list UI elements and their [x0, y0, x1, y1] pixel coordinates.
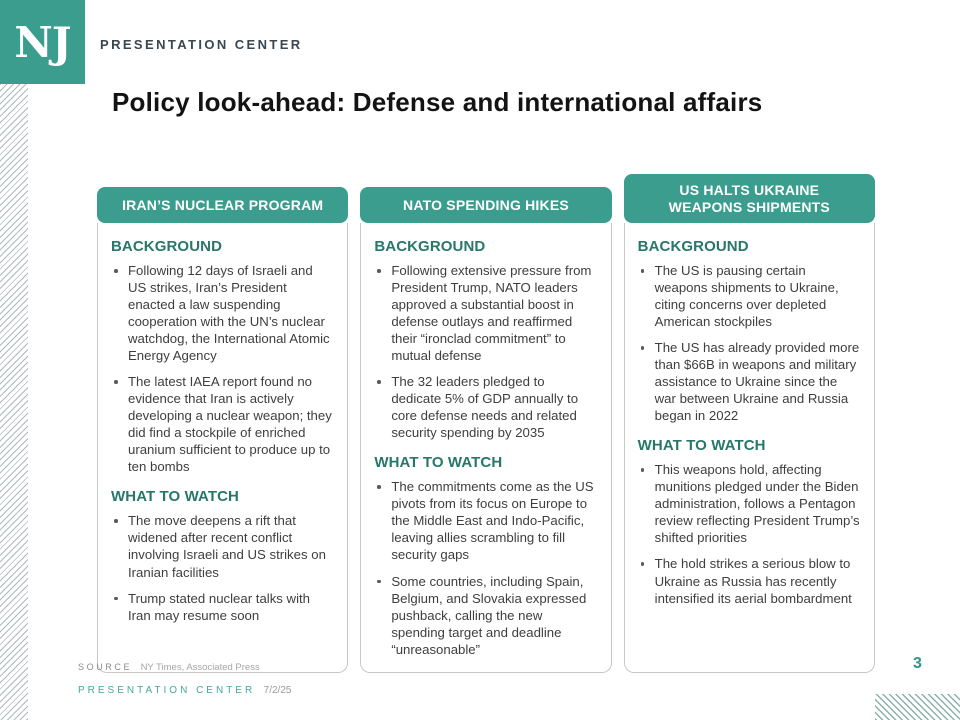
card-header-label: US HALTS UKRAINE WEAPONS SHIPMENTS — [668, 182, 830, 215]
card-body-us-halts-ukraine-weapons — [624, 223, 875, 673]
section-title-background: BACKGROUND — [111, 238, 222, 256]
bullet-list — [638, 461, 861, 606]
card-header-label: NATO SPENDING HIKES — [403, 196, 569, 213]
bullet-list — [111, 512, 334, 623]
bullet-list — [374, 478, 597, 657]
nj-logo-text: NJ — [14, 17, 71, 67]
footer-source-line — [78, 654, 291, 677]
bullet-item: The 32 leaders pledged to dedicate 5% of GDP annually to core defense needs and related security spending by 2035 — [374, 373, 597, 441]
card-body-iran-nuclear-program — [97, 223, 348, 673]
bullet-item: The latest IAEA report found no evidence that Iran is actively developing a nuclear weapon; they did find a stockpile of enriched uranium sufficient to produce up to ten bombs — [111, 373, 334, 475]
card-header-us-halts-ukraine-weapons — [624, 174, 875, 223]
section-title-what-to-watch: WHAT TO WATCH — [374, 454, 503, 472]
nj-logo — [0, 0, 85, 84]
source-label: SOURCE — [78, 662, 133, 672]
section-title-what-to-watch: WHAT TO WATCH — [111, 488, 239, 506]
bottom-right-hatch-decoration — [875, 694, 960, 720]
bullet-item: The US has already provided more than $66B in weapons and military assistance to Ukraine since the war between Ukraine and Russia began in 2022 — [638, 339, 861, 424]
brand-label: PRESENTATION CENTER — [100, 37, 303, 52]
bullet-item: Following 12 days of Israeli and US strikes, Iran’s President enacted a law suspending cooperation with the UN’s nuclear watchdog, the International Atomic Energy Agency — [111, 262, 334, 364]
bullet-item: The hold strikes a serious blow to Ukraine as Russia has recently intensified its aerial bombardment — [638, 555, 861, 606]
footer-brand-line — [78, 677, 291, 700]
source-value: NY Times, Associated Press — [140, 662, 260, 673]
card-header-label: IRAN’S NUCLEAR PROGRAM — [122, 196, 324, 213]
section-title-what-to-watch: WHAT TO WATCH — [637, 437, 766, 455]
footer-brand-label: PRESENTATION CENTER — [78, 685, 256, 697]
page-number: 3 — [913, 655, 922, 672]
bullet-item: This weapons hold, affecting munitions pledged under the Biden administration, follows a Pentagon review reflecting President Trump’s shifted priorities — [638, 461, 861, 546]
section-title-background: BACKGROUND — [637, 238, 749, 256]
left-hatch-decoration — [0, 84, 28, 720]
footer — [78, 654, 291, 700]
bullet-item: Following extensive pressure from President Trump, NATO leaders approved a substantial boost in defense outlays and reaffirmed their “ironclad commitment” to mutual defense — [374, 262, 597, 364]
bullet-list — [638, 262, 861, 424]
bullet-item: The move deepens a rift that widened after recent conflict involving Israeli and US strikes on Iranian facilities — [111, 512, 334, 580]
footer-date: 7/2/25 — [263, 685, 292, 697]
card-header-iran-nuclear-program — [97, 187, 348, 223]
bullet-item: Trump stated nuclear talks with Iran may resume soon — [111, 590, 334, 624]
bullet-item: Some countries, including Spain, Belgium, and Slovakia expressed pushback, calling the new spending target and deadline “unreasonable” — [374, 573, 597, 658]
bullet-list — [374, 262, 597, 441]
bullet-item: The US is pausing certain weapons shipments to Ukraine, citing concerns over depleted American stockpiles — [638, 262, 861, 330]
section-title-background: BACKGROUND — [374, 238, 486, 256]
card-header-nato-spending-hikes — [360, 187, 611, 223]
bullet-list — [111, 262, 334, 475]
bullet-item: The commitments come as the US pivots from its focus on Europe to the Middle East and Indo-Pacific, leaving allies scrambling to fill security gaps — [374, 478, 597, 563]
card-body-nato-spending-hikes — [360, 223, 611, 673]
slide-title: Policy look-ahead: Defense and international affairs — [112, 87, 763, 117]
cards-grid — [97, 174, 875, 673]
